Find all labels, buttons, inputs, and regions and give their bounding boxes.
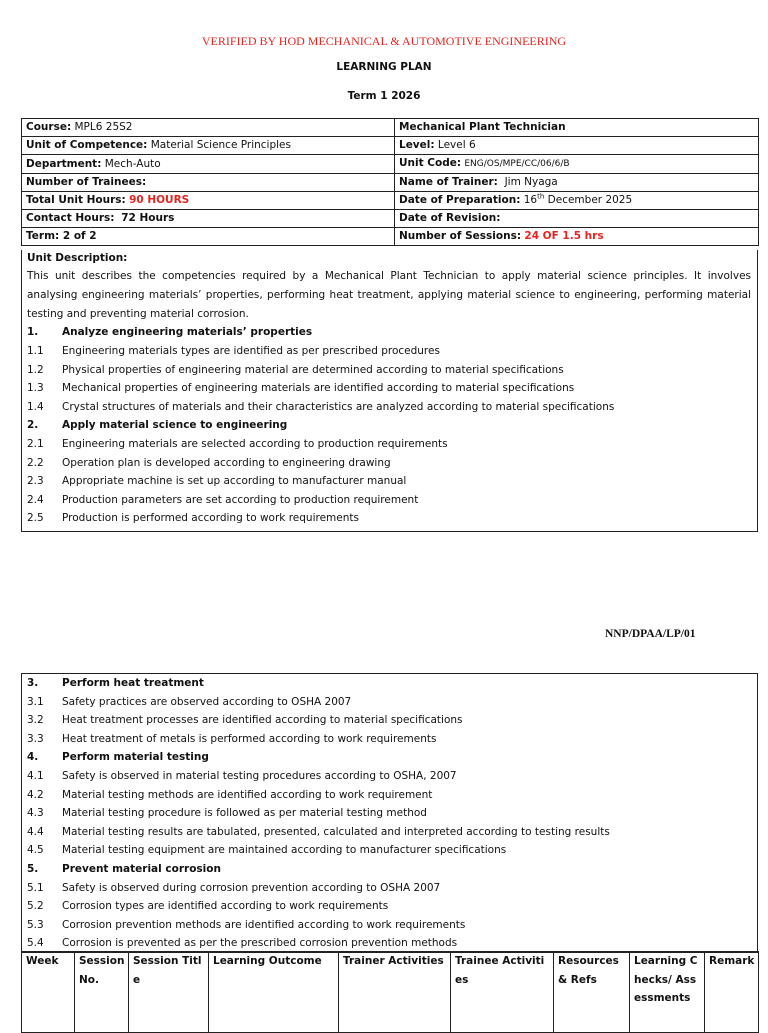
item-text: Operation plan is developed according to engineering drawing <box>62 456 391 469</box>
trainer-cell <box>395 174 759 192</box>
level-cell <box>395 137 759 155</box>
unit-description-box <box>21 250 758 532</box>
unit-heading <box>22 416 757 435</box>
unit-number: 3. <box>27 677 39 689</box>
schedule-column-header: Trainee Activities <box>451 952 554 1033</box>
unit-description-text: This unit describes the competencies required by a Mechanical Plant Technician to apply material science principles. It involves analysing engineering materials’ properties, performing heat treatment, applying material science to engineering, performing material testing and preventing material corrosion. <box>27 270 751 320</box>
list-item <box>22 916 757 935</box>
item-number: 5.4 <box>27 937 44 950</box>
unit-number: 4. <box>27 751 39 764</box>
occupation-title: Mechanical Plant Technician <box>399 121 566 133</box>
schedule-header-row <box>22 952 759 1033</box>
term-cell <box>22 228 395 246</box>
department-label: Department: <box>26 157 102 170</box>
list-item <box>22 342 757 361</box>
preparation-date-cell <box>395 192 759 210</box>
item-text: Safety is observed in material testing procedures according to OSHA, 2007 <box>62 769 457 782</box>
item-text: Engineering materials types are identified as per prescribed procedures <box>62 344 440 357</box>
item-number: 3.1 <box>27 695 44 708</box>
item-number: 2.3 <box>27 475 44 488</box>
preparation-day: 16 <box>523 194 538 206</box>
item-text: Safety is observed during corrosion prevention according to OSHA 2007 <box>62 881 441 894</box>
schedule-column-header: Week <box>22 952 75 1033</box>
contact-hours-value: 72 Hours <box>121 212 175 224</box>
item-text: Crystal structures of materials and their characteristics are analyzed according to material specifications <box>62 400 615 413</box>
unit-description-label: Unit Description: <box>27 252 128 264</box>
item-number: 4.3 <box>27 807 44 820</box>
list-item <box>22 398 757 417</box>
level-value: Level 6 <box>437 139 476 151</box>
unit-heading <box>22 674 757 693</box>
preparation-day-suffix: th <box>537 192 545 201</box>
table-row <box>22 174 759 192</box>
item-text: Appropriate machine is set up according to manufacturer manual <box>62 475 407 488</box>
revision-date-label: Date of Revision: <box>399 212 501 224</box>
item-number: 3.2 <box>27 714 44 727</box>
unit-number: 1. <box>27 326 39 339</box>
list-item <box>22 841 757 860</box>
verified-banner: VERIFIED BY HOD MECHANICAL & AUTOMOTIVE ENGINEERING <box>201 34 567 48</box>
term-label: Term: 2 of 2 <box>26 230 97 242</box>
unit-title: Perform material testing <box>62 751 209 764</box>
schedule-column-header: Learning Checks/ Assessments <box>630 952 705 1033</box>
item-number: 2.5 <box>27 512 44 525</box>
list-item <box>22 472 757 491</box>
list-item <box>22 823 757 842</box>
level-label: Level: <box>399 139 435 151</box>
item-number: 4.2 <box>27 788 44 801</box>
item-text: Engineering materials are selected according to production requirements <box>62 437 448 450</box>
item-number: 4.5 <box>27 844 44 857</box>
preparation-date-label: Date of Preparation: <box>399 194 521 206</box>
schedule-column-header: Learning Outcome <box>209 952 339 1033</box>
unit-title: Analyze engineering materials’ properties <box>62 326 313 339</box>
document-reference: NNP/DPAA/LP/01 <box>605 628 696 640</box>
total-hours-cell <box>22 192 395 210</box>
term-heading: Term 1 2026 <box>347 90 421 102</box>
page2-units-box <box>21 673 758 953</box>
item-text: Material testing results are tabulated, presented, calculated and interpreted according to testing results <box>62 825 610 838</box>
unit-heading <box>22 748 757 767</box>
document-title: LEARNING PLAN <box>336 61 432 73</box>
occupation-cell <box>395 119 759 137</box>
list-item <box>22 454 757 473</box>
trainer-label: Name of Trainer: <box>399 176 498 188</box>
list-item <box>22 379 757 398</box>
item-text: Corrosion prevention methods are identified according to work requirements <box>62 918 466 931</box>
item-number: 3.3 <box>27 732 44 745</box>
list-item <box>22 879 757 898</box>
course-label: Course: <box>26 121 72 133</box>
item-text: Material testing methods are identified according to work requirement <box>62 788 433 801</box>
unit-heading <box>22 323 757 342</box>
item-number: 4.1 <box>27 769 44 782</box>
trainees-cell <box>22 174 395 192</box>
preparation-month-year: December 2025 <box>547 194 633 206</box>
course-cell <box>22 119 395 137</box>
list-item <box>22 361 757 380</box>
unit-number: 2. <box>27 419 39 432</box>
list-item <box>22 509 757 528</box>
item-number: 2.2 <box>27 456 44 469</box>
list-item <box>22 767 757 786</box>
unit-code-label: Unit Code: <box>399 157 462 169</box>
schedule-column-header: Trainer Activities <box>339 952 451 1033</box>
page2-units-list <box>22 674 757 953</box>
page1-units-list <box>22 323 757 528</box>
total-hours-label: Total Unit Hours: <box>26 194 126 206</box>
table-row <box>22 137 759 155</box>
list-item <box>22 711 757 730</box>
list-item <box>22 804 757 823</box>
revision-date-cell <box>395 210 759 228</box>
unit-number: 5. <box>27 862 39 875</box>
item-number: 1.4 <box>27 400 44 413</box>
unit-cell <box>22 137 395 155</box>
total-hours-value: 90 HOURS <box>129 194 190 206</box>
item-number: 5.3 <box>27 918 44 931</box>
item-text: Corrosion types are identified according to work requirements <box>62 900 389 913</box>
unit-title: Prevent material corrosion <box>62 862 221 875</box>
unit-title: Apply material science to engineering <box>62 419 288 432</box>
table-row <box>22 119 759 137</box>
item-number: 1.3 <box>27 382 44 395</box>
item-number: 5.1 <box>27 881 44 894</box>
sessions-label: Number of Sessions: <box>399 230 522 242</box>
course-value: MPL6 25S2 <box>74 121 133 133</box>
item-number: 2.4 <box>27 493 44 506</box>
department-value: Mech-Auto <box>104 157 161 170</box>
item-text: Production is performed according to work requirements <box>62 512 359 525</box>
unit-label: Unit of Competence: <box>26 139 148 151</box>
unit-code-cell <box>395 155 759 174</box>
item-text: Heat treatment processes are identified according to material specifications <box>62 714 463 727</box>
item-text: Production parameters are set according to production requirement <box>62 493 419 506</box>
contact-hours-cell <box>22 210 395 228</box>
list-item <box>22 491 757 510</box>
item-text: Heat treatment of metals is performed according to work requirements <box>62 732 437 745</box>
sessions-value: 24 OF 1.5 hrs <box>524 230 604 242</box>
list-item <box>22 730 757 749</box>
table-row <box>22 210 759 228</box>
trainees-label: Number of Trainees: <box>26 176 147 188</box>
department-cell <box>22 155 395 174</box>
schedule-column-header: Session No. <box>75 952 129 1033</box>
table-row <box>22 155 759 174</box>
sessions-cell <box>395 228 759 246</box>
list-item <box>22 435 757 454</box>
item-text: Safety practices are observed according to OSHA 2007 <box>62 695 352 708</box>
item-number: 4.4 <box>27 825 44 838</box>
schedule-column-header: Remark <box>705 952 759 1033</box>
item-text: Material testing procedure is followed as per material testing method <box>62 807 427 820</box>
contact-hours-label: Contact Hours: <box>26 212 115 224</box>
schedule-column-header: Resources & Refs <box>554 952 630 1033</box>
item-number: 1.2 <box>27 363 44 376</box>
item-number: 1.1 <box>27 344 44 357</box>
unit-heading <box>22 860 757 879</box>
unit-code-value: ENG/OS/MPE/CC/06/6/B <box>464 159 570 169</box>
unit-value: Material Science Principles <box>150 139 291 151</box>
item-text: Physical properties of engineering material are determined according to material specifications <box>62 363 564 376</box>
schedule-table <box>21 951 759 1033</box>
table-row <box>22 192 759 210</box>
unit-title: Perform heat treatment <box>62 677 204 689</box>
list-item <box>22 897 757 916</box>
list-item <box>22 693 757 712</box>
list-item <box>22 786 757 805</box>
item-text: Corrosion is prevented as per the prescribed corrosion prevention methods <box>62 937 458 950</box>
course-info-table <box>21 118 759 246</box>
item-text: Material testing equipment are maintained according to manufacturer specifications <box>62 844 507 857</box>
schedule-column-header: Session Title <box>129 952 209 1033</box>
item-text: Mechanical properties of engineering materials are identified according to material specifications <box>62 382 575 395</box>
table-row <box>22 228 759 246</box>
item-number: 2.1 <box>27 437 44 450</box>
item-number: 5.2 <box>27 900 44 913</box>
trainer-value: Jim Nyaga <box>504 176 558 188</box>
